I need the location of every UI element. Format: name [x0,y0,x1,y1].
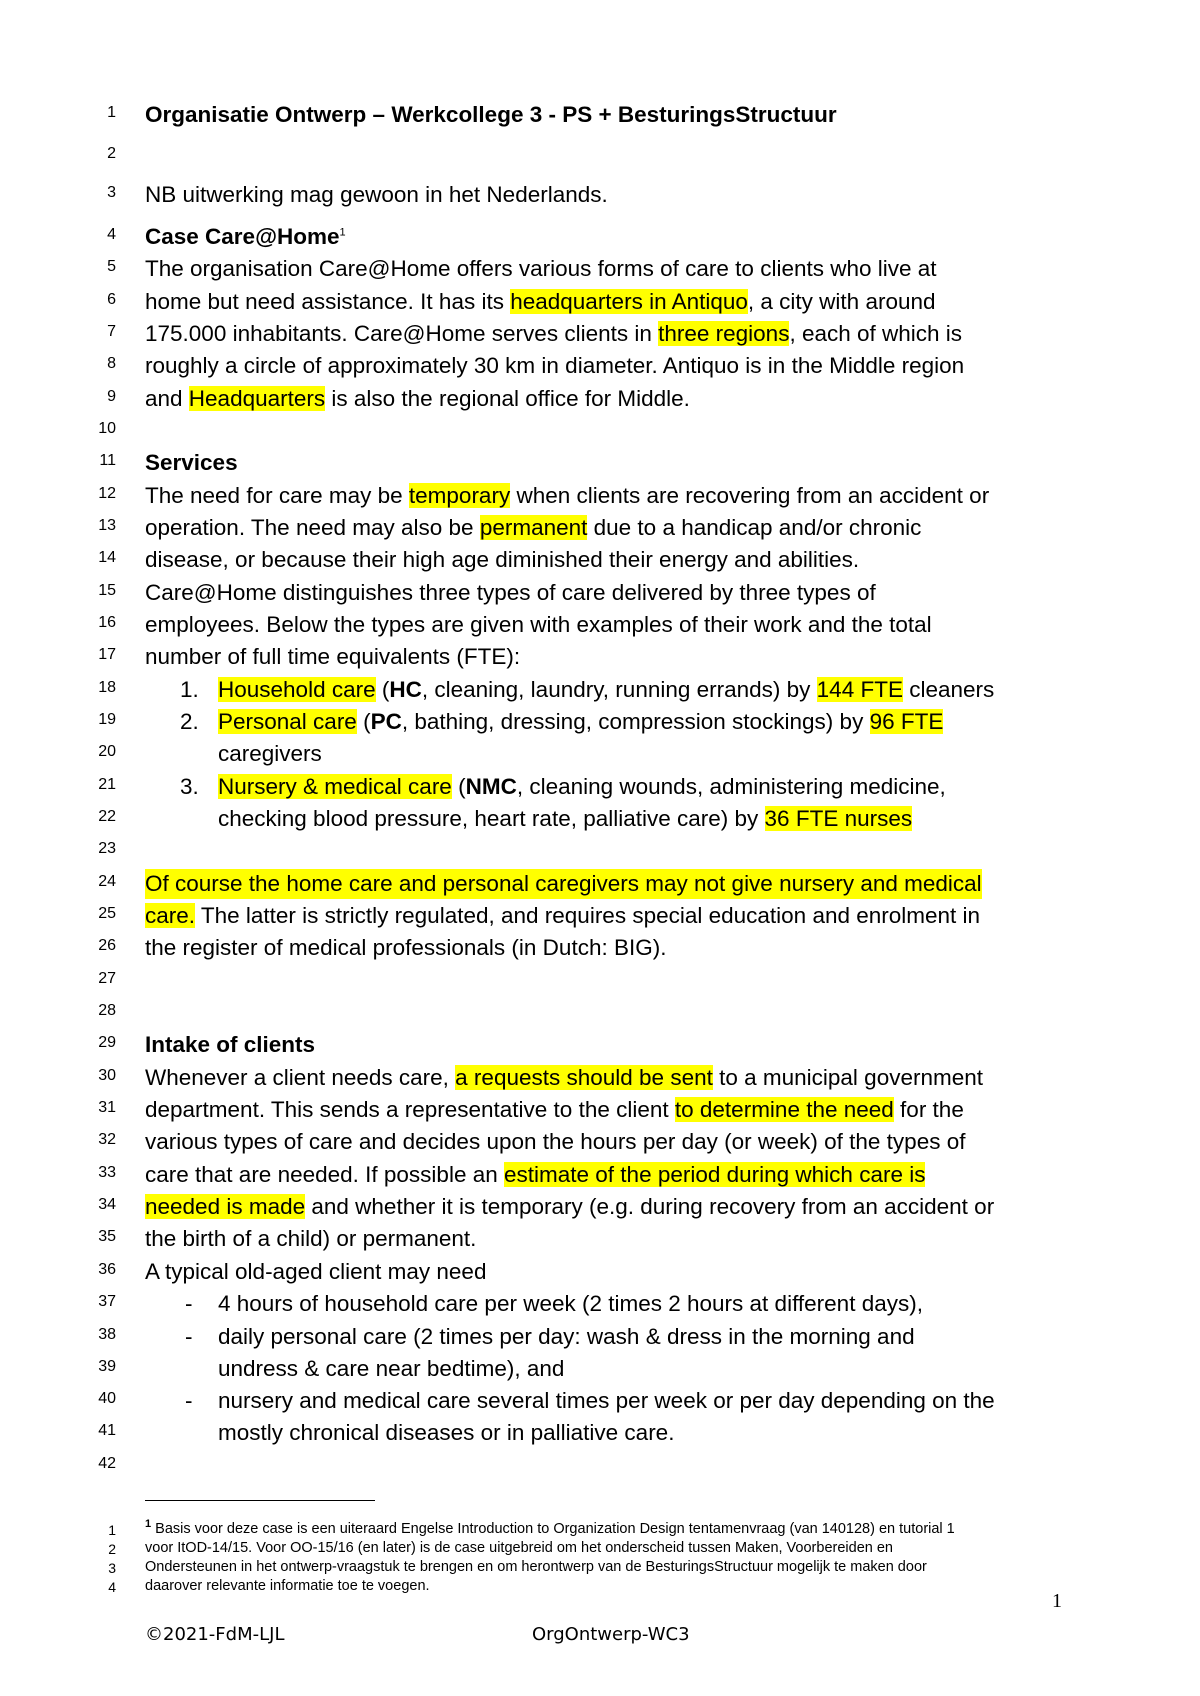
line-13 [0,513,1200,545]
paragraph-text: various types of care and decides upon the hours per day (or week) of the types of [145,1129,966,1154]
line-21 [0,772,1200,804]
paragraph-text: home but need assistance. It has its [145,289,511,314]
list-item-continuation: checking blood pressure, heart rate, palliative care) by 36 FTE nurses [218,806,913,831]
list-dash: - [185,1324,193,1349]
paragraph-text: number of full time equivalents (FTE): [145,644,521,669]
line-42 [0,1451,1200,1483]
highlight: estimate of the period during which care is [504,1162,926,1187]
footnote-marker: 1 [145,1518,152,1531]
paragraph-text: care that are needed. If possible an [145,1162,504,1187]
line-number: 36 [98,1261,116,1278]
paragraph-text: , a city with around [747,289,936,314]
footnote-separator [145,1500,375,1501]
highlight: headquarters in Antiquo [510,289,748,314]
line-number: 4 [108,1579,116,1595]
line-22 [0,804,1200,836]
line-number: 6 [107,291,116,308]
line-number: 14 [98,549,116,566]
paragraph-text: Care@Home distinguishes three types of care delivered by three types of [145,580,876,605]
list-item: Nursery & medical care (NMC, cleaning wounds, administering medicine, [218,774,946,799]
line-27 [0,966,1200,998]
line-number: 28 [98,1002,116,1019]
list-item: nursery and medical care several times per week or per day depending on the [218,1388,995,1413]
line-number: 3 [108,1560,116,1576]
line-number: 20 [98,743,116,760]
line-number: 1 [108,1522,116,1538]
line-31 [0,1095,1200,1127]
case-heading: Case Care@Home [145,224,340,249]
language-note: NB uitwerking mag gewoon in het Nederlands. [145,182,608,207]
highlight: Household care [218,677,376,702]
line-number: 8 [107,355,116,372]
line-number: 17 [98,646,116,663]
line-number: 2 [107,145,116,162]
highlight: 36 FTE nurses [764,806,913,831]
footnote-line-3 [0,1558,1200,1578]
list-item: daily personal care (2 times per day: wash & dress in the morning and [218,1324,915,1349]
highlight: a requests should be sent [455,1065,713,1090]
list-item-continuation: caregivers [218,741,322,766]
line-number: 2 [108,1541,116,1557]
line-40 [0,1386,1200,1418]
paragraph-text: and [145,386,189,411]
line-number: 19 [98,711,116,728]
highlight: Headquarters [188,386,326,411]
paragraph-text: disease, or because their high age diminished their energy and abilities. [145,547,860,572]
highlight: permanent [479,515,588,540]
paragraph-text: due to a handicap and/or chronic [587,515,922,540]
line-number: 42 [98,1455,116,1472]
line-number: 32 [98,1131,116,1148]
list-number: 3. [180,774,199,799]
list-item-continuation: undress & care near bedtime), and [218,1356,565,1381]
list-item-continuation: mostly chronical diseases or in palliative care. [218,1420,675,1445]
line-number: 40 [98,1390,116,1407]
list-dash: - [185,1388,193,1413]
paragraph-text: operation. The need may also be [145,515,480,540]
line-number: 24 [98,873,116,890]
line-number: 30 [98,1067,116,1084]
page-number: 1 [1052,1590,1062,1612]
paragraph-text: is also the regional office for Middle. [325,386,690,411]
line-number: 29 [98,1034,116,1051]
line-37 [0,1289,1200,1321]
line-number: 41 [98,1422,116,1439]
line-20 [0,739,1200,771]
section-heading-intake: Intake of clients [145,1032,316,1057]
line-6 [0,287,1200,319]
footer-copyright: ©2021-FdM-LJL [145,1624,285,1645]
line-number: 22 [98,808,116,825]
line-35 [0,1224,1200,1256]
line-number: 25 [98,905,116,922]
list-item: Household care (HC, cleaning, laundry, running errands) by 144 FTE cleaners [218,677,995,702]
line-number: 33 [98,1164,116,1181]
paragraph-text: and whether it is temporary (e.g. during recovery from an accident or [305,1194,995,1219]
list-item: 4 hours of household care per week (2 times 2 hours at different days), [218,1291,923,1316]
line-19 [0,707,1200,739]
line-number: 39 [98,1358,116,1375]
line-number: 13 [98,517,116,534]
line-38 [0,1322,1200,1354]
footnote-text: voor ItOD-14/15. Voor OO-15/16 (en later) is de case uitgebreid om het onderscheid tussen Maken, Voorbereiden en [145,1540,893,1556]
line-16 [0,610,1200,642]
line-5 [0,254,1200,286]
footnote-line-4 [0,1577,1200,1597]
care-abbreviation: HC [389,677,422,702]
highlight: Personal care [218,709,357,734]
list-item: Personal care (PC, bathing, dressing, compression stockings) by 96 FTE [218,709,944,734]
highlight: Nursery & medical care [218,774,452,799]
line-4 [0,222,1200,254]
line-14 [0,545,1200,577]
line-number: 4 [107,226,116,243]
line-12 [0,481,1200,513]
line-24 [0,869,1200,901]
section-heading-services: Services [145,450,238,475]
line-18 [0,675,1200,707]
highlight: three regions [658,321,790,346]
line-9 [0,384,1200,416]
paragraph-text: 175.000 inhabitants. Care@Home serves clients in [145,321,659,346]
highlight: 144 FTE [816,677,903,702]
line-number: 1 [107,104,116,121]
line-number: 31 [98,1099,116,1116]
paragraph-text: , each of which is [789,321,963,346]
line-number: 26 [98,937,116,954]
line-number: 34 [98,1196,116,1213]
line-number: 15 [98,582,116,599]
highlight: 96 FTE [869,709,944,734]
line-41 [0,1418,1200,1450]
highlight: needed is made [145,1194,306,1219]
line-number: 16 [98,614,116,631]
footnote-text: Ondersteunen in het ontwerp-vraagstuk te brengen en om herontwerp van de BesturingsStructuur mogelijk te maken door [145,1559,927,1575]
line-number: 3 [107,184,116,201]
highlight: to determine the need [674,1097,894,1122]
list-number: 2. [180,709,199,734]
paragraph-text: the birth of a child) or permanent. [145,1226,477,1251]
highlight: Of course the home care and personal caregivers may not give nursery and medical [145,869,982,899]
line-number: 37 [98,1293,116,1310]
paragraph-text: The organisation Care@Home offers various forms of care to clients who live at [145,256,937,281]
line-33 [0,1160,1200,1192]
line-number: 23 [98,840,116,857]
paragraph-text: the register of medical professionals (in Dutch: BIG). [145,935,667,960]
line-15 [0,578,1200,610]
document-title: Organisatie Ontwerp – Werkcollege 3 - PS + BesturingsStructuur [145,102,837,127]
paragraph-text: when clients are recovering from an accident or [510,483,990,508]
line-28 [0,998,1200,1030]
line-7 [0,319,1200,351]
paragraph-text: Whenever a client needs care, [145,1065,456,1090]
line-8 [0,351,1200,383]
footnote-line-2 [0,1539,1200,1559]
line-32 [0,1127,1200,1159]
line-number: 5 [107,258,116,275]
paragraph-text: roughly a circle of approximately 30 km in diameter. Antiquo is in the Middle region [145,353,965,378]
list-dash: - [185,1291,193,1316]
paragraph-text: A typical old-aged client may need [145,1259,487,1284]
line-number: 7 [107,323,116,340]
footnote-text: daarover relevante informatie toe te voegen. [145,1578,430,1594]
line-number: 35 [98,1228,116,1245]
paragraph-text: employees. Below the types are given with examples of their work and the total [145,612,932,637]
footnote-reference[interactable]: 1 [339,226,346,239]
footnote-text: Basis voor deze case is een uiteraard Engelse Introduction to Organization Design tentamenvraag (van 140128) en tutorial 1 [151,1521,955,1537]
line-23 [0,836,1200,868]
paragraph-text: to a municipal government [712,1065,984,1090]
line-10 [0,416,1200,448]
paragraph-text: department. This sends a representative to the client [145,1097,675,1122]
footer-document-code: OrgOntwerp-WC3 [532,1624,690,1645]
highlight: care. [145,903,196,928]
line-number: 11 [99,452,116,469]
line-number: 12 [98,485,116,502]
paragraph-text: The latter is strictly regulated, and requires special education and enrolment in [195,903,981,928]
line-number: 18 [98,679,116,696]
line-11 [0,448,1200,480]
line-17 [0,642,1200,674]
line-number: 38 [98,1326,116,1343]
paragraph-text: for the [893,1097,964,1122]
line-29 [0,1030,1200,1062]
line-number: 9 [107,388,116,405]
line-3 [0,180,1200,212]
line-number: 27 [98,970,116,987]
line-number: 10 [98,420,116,437]
line-26 [0,933,1200,965]
line-36 [0,1257,1200,1289]
highlight: temporary [408,483,511,508]
line-2 [0,141,1200,173]
footnote-line-1 [0,1520,1200,1540]
list-number: 1. [180,677,199,702]
line-number: 21 [98,776,116,793]
line-39 [0,1354,1200,1386]
care-abbreviation: NMC [465,774,517,799]
line-25 [0,901,1200,933]
care-abbreviation: PC [370,709,402,734]
line-34 [0,1192,1200,1224]
line-30 [0,1063,1200,1095]
line-1 [0,100,1200,132]
paragraph-text: The need for care may be [145,483,409,508]
